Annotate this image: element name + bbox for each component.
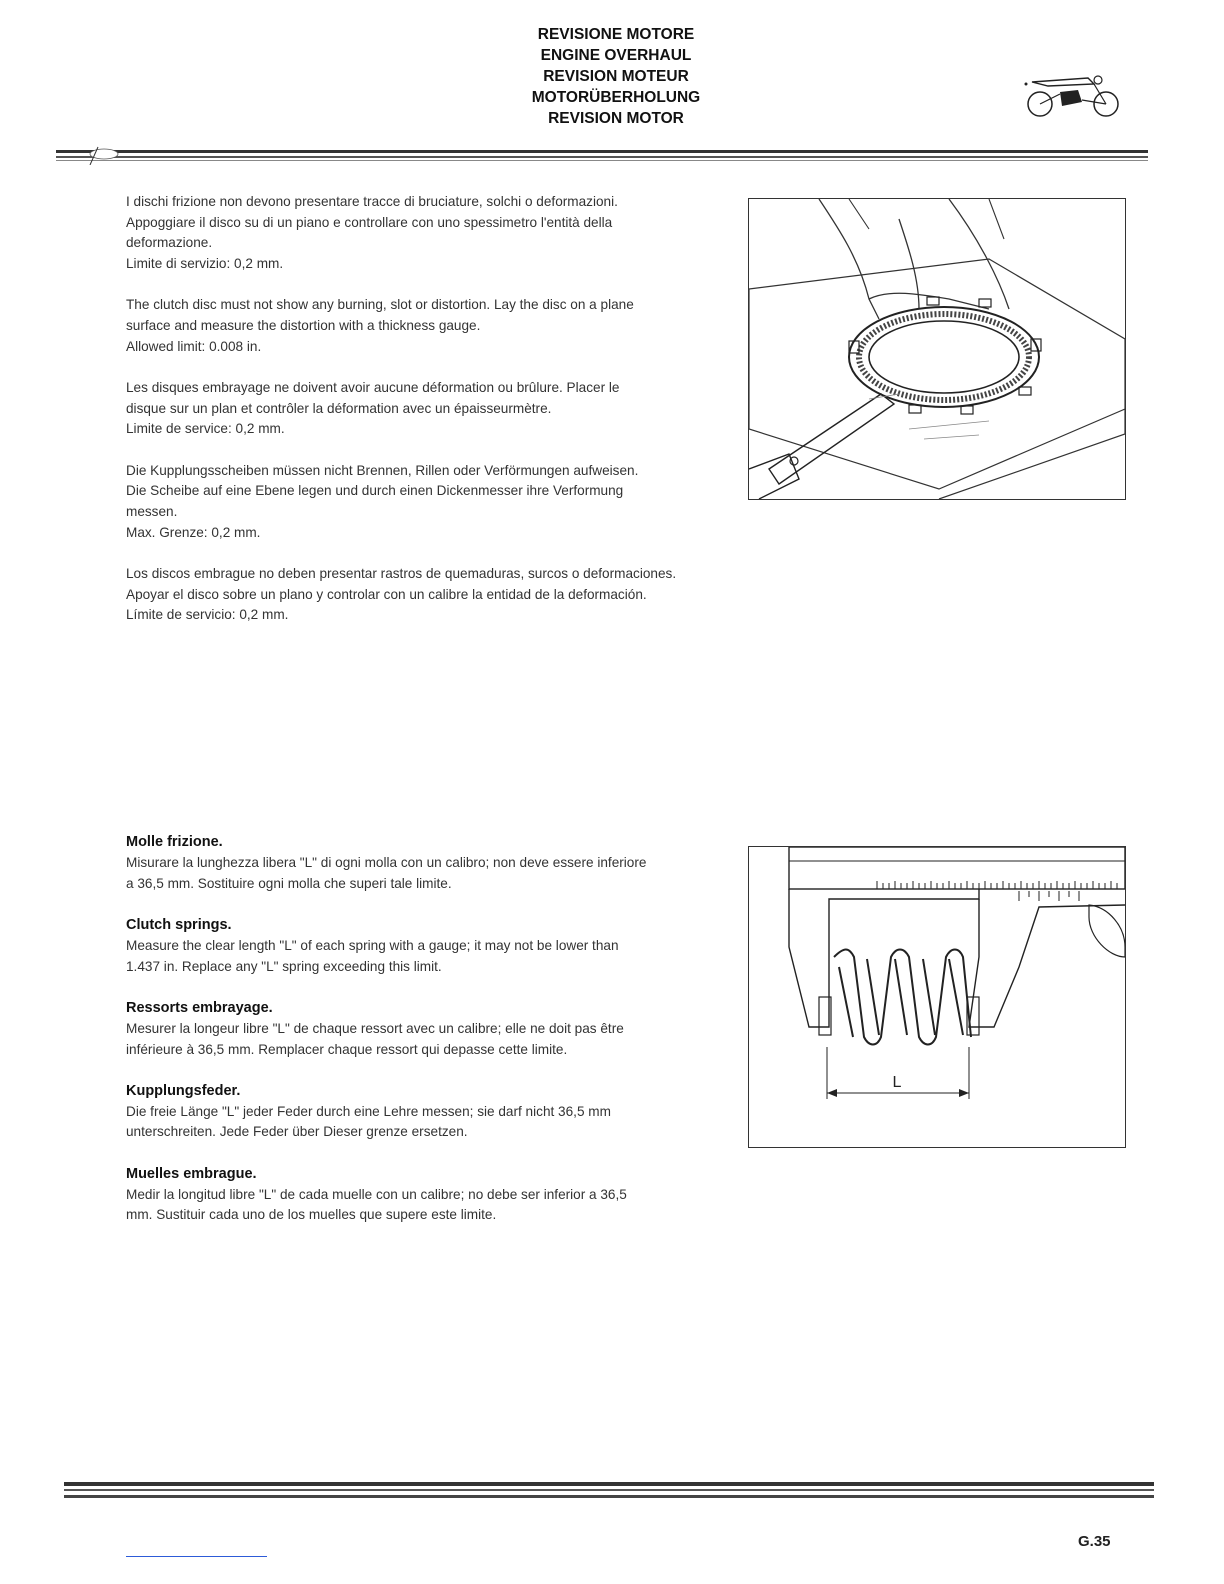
section-title: Kupplungsfeder. — [126, 1082, 241, 1099]
springs-section-french — [126, 998, 716, 1060]
clutch-disc-illustration — [748, 198, 1126, 500]
section-title: Muelles embrague. — [126, 1165, 257, 1182]
section-body: Measure the clear length "L" of each spring with a gauge; it may not be lower than 1.437 in. Replace any "L" spring exceeding this limit. — [126, 937, 619, 974]
spring-caliper-illustration — [748, 846, 1126, 1148]
section-title: Ressorts embrayage. — [126, 999, 273, 1016]
title-spanish: REVISION MOTOR — [548, 110, 684, 127]
title-italian: REVISIONE MOTORE — [537, 26, 695, 43]
motorcycle-icon — [1018, 70, 1128, 122]
springs-section-spanish — [126, 1164, 716, 1226]
bottom-divider — [64, 1478, 1154, 1506]
section-body: Mesurer la longeur libre "L" de chaque ressort avec un calibre; elle ne doit pas être inférieure à 36,5 mm. Remplacer chaque ressort qui depasse cette limite. — [126, 1020, 624, 1057]
title-french: REVISION MOTEUR — [543, 68, 689, 85]
clutch-disc-german: Die Kupplungsscheiben müssen nicht Brennen, Rillen oder Verförmungen aufweisen. Die Scheibe auf eine Ebene legen und durch einen Dickenmesser ihre Verformung messen. Max. Grenze: 0,2 mm. — [126, 462, 639, 540]
footer-link-underline[interactable] — [126, 1556, 267, 1557]
section-title: Clutch springs. — [126, 916, 232, 933]
clutch-disc-text — [126, 192, 716, 646]
section-body: Die freie Länge "L" jeder Feder durch eine Lehre messen; sie darf nicht 36,5 mm unterschreiten. Jede Feder über Dieser grenze ersetzen. — [126, 1103, 611, 1140]
section-title: Molle frizione. — [126, 834, 223, 850]
clutch-disc-french: Les disques embrayage ne doivent avoir aucune déformation ou brûlure. Placer le disque sur un plan et contrôler la déformation avec un épaisseurmètre. Limite de service: 0,2 mm. — [126, 379, 620, 437]
clutch-springs-text — [126, 832, 716, 1247]
dimension-label: L — [892, 1074, 902, 1091]
clutch-disc-italian: I dischi frizione non devono presentare tracce di bruciature, solchi o deformazioni. Appoggiare il disco su di un piano e controllare con uno spessimetro l'entità della deformazione. Limite di servizio: 0,2 mm. — [126, 194, 618, 272]
springs-section-german — [126, 1081, 716, 1143]
section-body: Medir la longitud libre "L" de cada muelle con un calibre; no debe ser inferior a 36,5 mm. Sustituir cada uno de los muelles que supere este limite. — [126, 1186, 627, 1223]
title-english: ENGINE OVERHAUL — [540, 47, 692, 64]
section-body: Misurare la lunghezza libera "L" di ogni molla con un calibro; non deve essere inferiore a 36,5 mm. Sostituire ogni molla che superi tale limite. — [126, 855, 647, 891]
springs-section-english — [126, 915, 716, 977]
top-divider — [56, 145, 1148, 165]
title-german: MOTORÜBERHOLUNG — [531, 89, 701, 106]
clutch-disc-spanish: Los discos embrague no deben presentar rastros de quemaduras, surcos o deformaciones. Apoyar el disco sobre un plano y controlar con un calibre la entidad de la deformación. Límite de servicio: 0,2 mm. — [126, 565, 677, 623]
header-titles — [470, 24, 762, 129]
springs-section-italian — [126, 832, 716, 894]
clutch-disc-english: The clutch disc must not show any burning, slot or distortion. Lay the disc on a plane surface and measure the distortion with a thickness gauge. Allowed limit: 0.008 in. — [126, 297, 634, 354]
page-number: G.35 — [1078, 1533, 1111, 1550]
